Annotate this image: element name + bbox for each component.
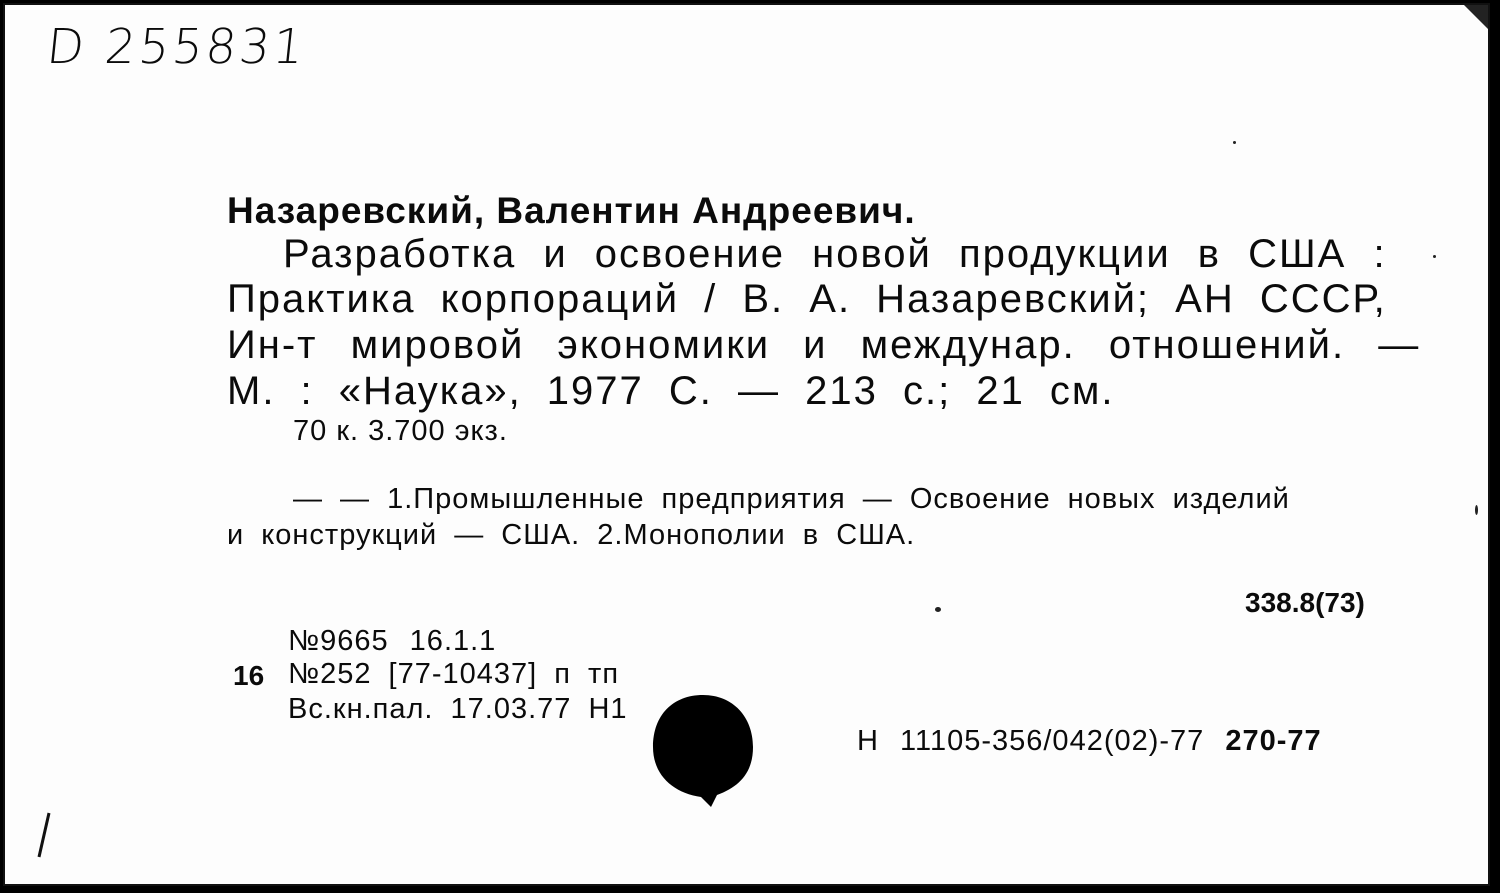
subject-line-1: — — 1.Промышленные предприятия — Освоение новых изделий [293,483,1290,515]
corner-fold [1464,5,1488,29]
publisher-code [857,725,1322,758]
register-line-3: Вс.кн.пал. 17.03.77 Н1 [288,693,628,725]
pencil-mark [33,811,57,859]
punch-hole-blot [651,691,755,809]
author-heading: Назаревский, Валентин Андреевич. [227,190,916,231]
dust-speck [935,607,941,612]
title-line-1: Разработка и освоение новой продукции в США : [283,232,1387,276]
handwritten-call-number: D 255831 [44,19,310,75]
dust-speck [1233,141,1236,144]
title-line-3: Ин-т мировой экономики и междунар. отношений. — [227,323,1421,367]
dust-speck [1433,255,1436,258]
dust-speck [1475,505,1478,515]
title-line-2: Практика корпораций / В. А. Назаревский; АН СССР, [227,277,1387,321]
udc-classification: 338.8(73) [1245,587,1365,618]
catalog-card [3,3,1490,886]
register-number: 16 [233,660,265,691]
publisher-code-text: Н 11105-356/042(02)-77 [857,725,1205,757]
publisher-code-number: 270-77 [1225,725,1322,757]
register-line-2: №252 [77-10437] п тп [288,658,620,690]
price-print-run: 70 к. 3.700 экз. [293,415,508,447]
title-line-4: М. : «Наука», 1977 С. — 213 с.; 21 см. [227,369,1115,413]
subject-line-2: и конструкций — США. 2.Монополии в США. [227,519,916,551]
register-line-1: №9665 16.1.1 [288,625,497,657]
